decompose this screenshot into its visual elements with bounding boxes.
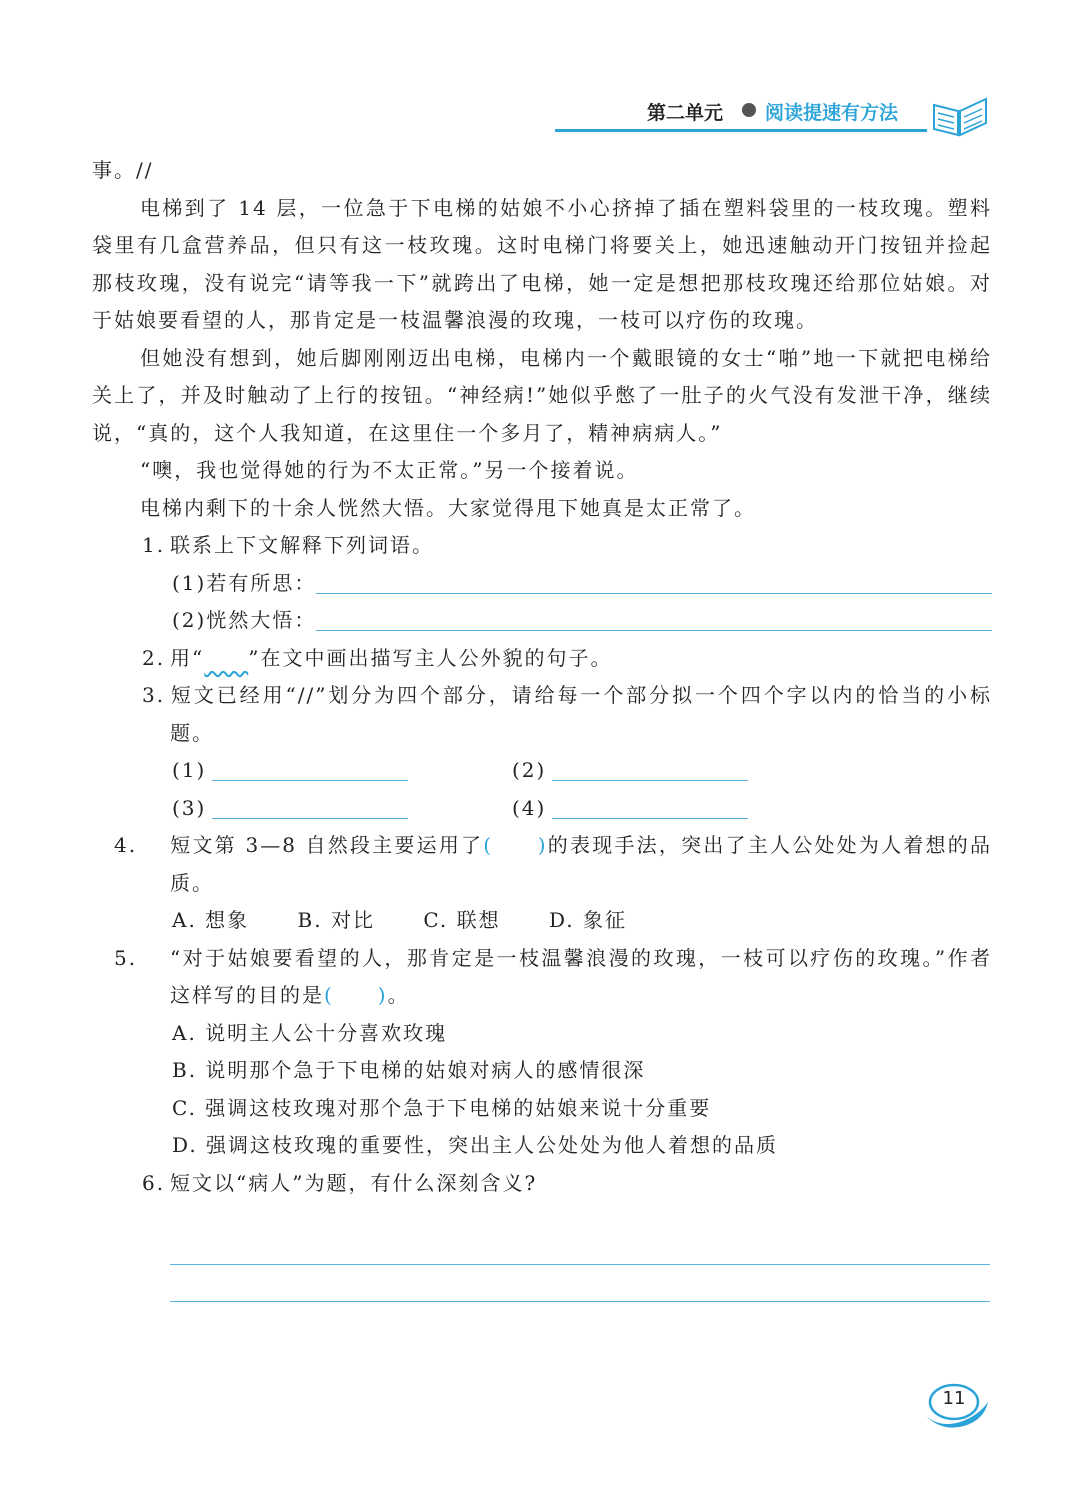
question-text-post: 。 bbox=[387, 983, 410, 1007]
question-number: 6. bbox=[142, 1170, 166, 1195]
option-c[interactable]: C. 强调这枝玫瑰对那个急于下电梯的姑娘来说十分重要 bbox=[172, 1095, 712, 1120]
paragraph-3: “噢，我也觉得她的行为不太正常。”另一个接着说。 bbox=[140, 458, 639, 482]
option-d[interactable]: D. 强调这枝玫瑰的重要性，突出主人公处处为他人着想的品质 bbox=[172, 1133, 779, 1157]
question-number: 1. bbox=[142, 533, 166, 557]
page-number-badge bbox=[920, 1380, 992, 1428]
answer-blank[interactable] bbox=[316, 565, 992, 594]
question-text-pre: 短文第 3—8 自然段主要运用了 bbox=[170, 833, 484, 857]
question-5 bbox=[92, 940, 992, 1015]
wavy-underline-mark bbox=[204, 646, 248, 670]
blank-label: (1) bbox=[172, 758, 207, 782]
option-d[interactable]: D. 象征 bbox=[548, 908, 628, 932]
question-text: 短文以“病人”为题，有什么深刻含义? bbox=[170, 1170, 538, 1195]
answer-blank[interactable] bbox=[212, 790, 408, 819]
blank-label: (3) bbox=[172, 795, 207, 820]
blank-label: (4) bbox=[512, 795, 547, 820]
question-text-pre: 用“ bbox=[170, 645, 205, 670]
question-number: 5. bbox=[114, 945, 138, 970]
q1-sub-2 bbox=[92, 602, 992, 640]
paragraph-1: 电梯到了 14 层，一位急于下电梯的姑娘不小心挤掉了插在塑料袋里的一枝玫瑰。塑料袋里有几盒营养品，但只有这一枝玫瑰。这时电梯门将要关上，她迅速触动开门按钮并捡起那枝玫瑰，没有说完“请等我一下”就跨出了电梯，她一定是想把那枝玫瑰还给那位姑娘。对于姑娘要看望的人，那肯定是一枝温馨浪漫的玫瑰，一枝可以疗伤的玫瑰。 bbox=[92, 195, 992, 332]
open-book-icon bbox=[930, 95, 990, 137]
q3-row-2 bbox=[92, 790, 992, 828]
paragraph-4: 电梯内剩下的十余人恍然大悟。大家觉得甩下她真是太正常了。 bbox=[140, 495, 756, 520]
question-2 bbox=[92, 640, 992, 678]
question-6 bbox=[92, 1165, 992, 1203]
answer-parentheses[interactable]: ( ) bbox=[483, 833, 548, 857]
answer-blank[interactable] bbox=[552, 790, 748, 819]
option-a[interactable]: A. 说明主人公十分喜欢玫瑰 bbox=[172, 1020, 448, 1045]
option-c[interactable]: C. 联想 bbox=[423, 908, 501, 932]
question-text-post: 的表现手法，突出了主人公处处为人着想的品质。 bbox=[170, 833, 993, 895]
question-1 bbox=[92, 527, 992, 565]
option-b[interactable]: B. 说明那个急于下电梯的姑娘对病人的感情很深 bbox=[172, 1058, 646, 1082]
bullet-dot-icon bbox=[742, 103, 756, 117]
question-text-pre: “对于姑娘要看望的人，那肯定是一枝温馨浪漫的玫瑰，一枝可以疗伤的玫瑰。”作者这样写的目的是 bbox=[170, 945, 992, 1007]
q3-row-1 bbox=[92, 752, 992, 790]
page-header bbox=[555, 94, 935, 138]
question-text: 联系上下文解释下列词语。 bbox=[170, 533, 434, 557]
page-number: 11 bbox=[942, 1388, 966, 1409]
question-number: 2. bbox=[142, 645, 166, 670]
sub-label: (1)若有所思： bbox=[172, 570, 317, 595]
blank-label: (2) bbox=[512, 758, 547, 782]
answer-line-2[interactable] bbox=[170, 1301, 990, 1302]
question-number: 4. bbox=[114, 833, 138, 857]
option-b[interactable]: B. 对比 bbox=[297, 908, 375, 932]
answer-line-1[interactable] bbox=[170, 1264, 990, 1265]
sub-label: (2)恍然大悟： bbox=[172, 608, 317, 632]
answer-blank[interactable] bbox=[552, 752, 748, 781]
q4-options bbox=[92, 902, 992, 940]
option-a[interactable]: A. 想象 bbox=[172, 908, 250, 932]
question-text: 短文已经用“//”划分为四个部分，请给每一个部分拟一个四个字以内的恰当的小标题。 bbox=[170, 683, 992, 745]
reading-content bbox=[92, 152, 992, 1202]
question-4 bbox=[92, 827, 992, 902]
q1-sub-1 bbox=[92, 565, 992, 603]
header-rule bbox=[555, 129, 927, 132]
answer-blank[interactable] bbox=[212, 752, 408, 781]
question-number: 3. bbox=[142, 683, 166, 707]
paragraph-tail: 事。// bbox=[92, 158, 154, 182]
question-text-post: ”在文中画出描写主人公外貌的句子。 bbox=[248, 645, 613, 670]
question-3 bbox=[92, 677, 992, 752]
unit-title: 第二单元 bbox=[647, 102, 724, 124]
paragraph-2: 但她没有想到，她后脚刚刚迈出电梯，电梯内一个戴眼镜的女士“啪”地一下就把电梯给关上了，并及时触动了上行的按钮。“神经病!”她似乎憋了一肚子的火气没有发泄干净，继续说，“真的，这个人我知道，在这里住一个多月了，精神病病人。” bbox=[92, 345, 992, 445]
section-title: 阅读提速有方法 bbox=[765, 102, 899, 124]
answer-blank[interactable] bbox=[316, 602, 992, 631]
answer-parentheses[interactable]: ( ) bbox=[324, 983, 388, 1007]
